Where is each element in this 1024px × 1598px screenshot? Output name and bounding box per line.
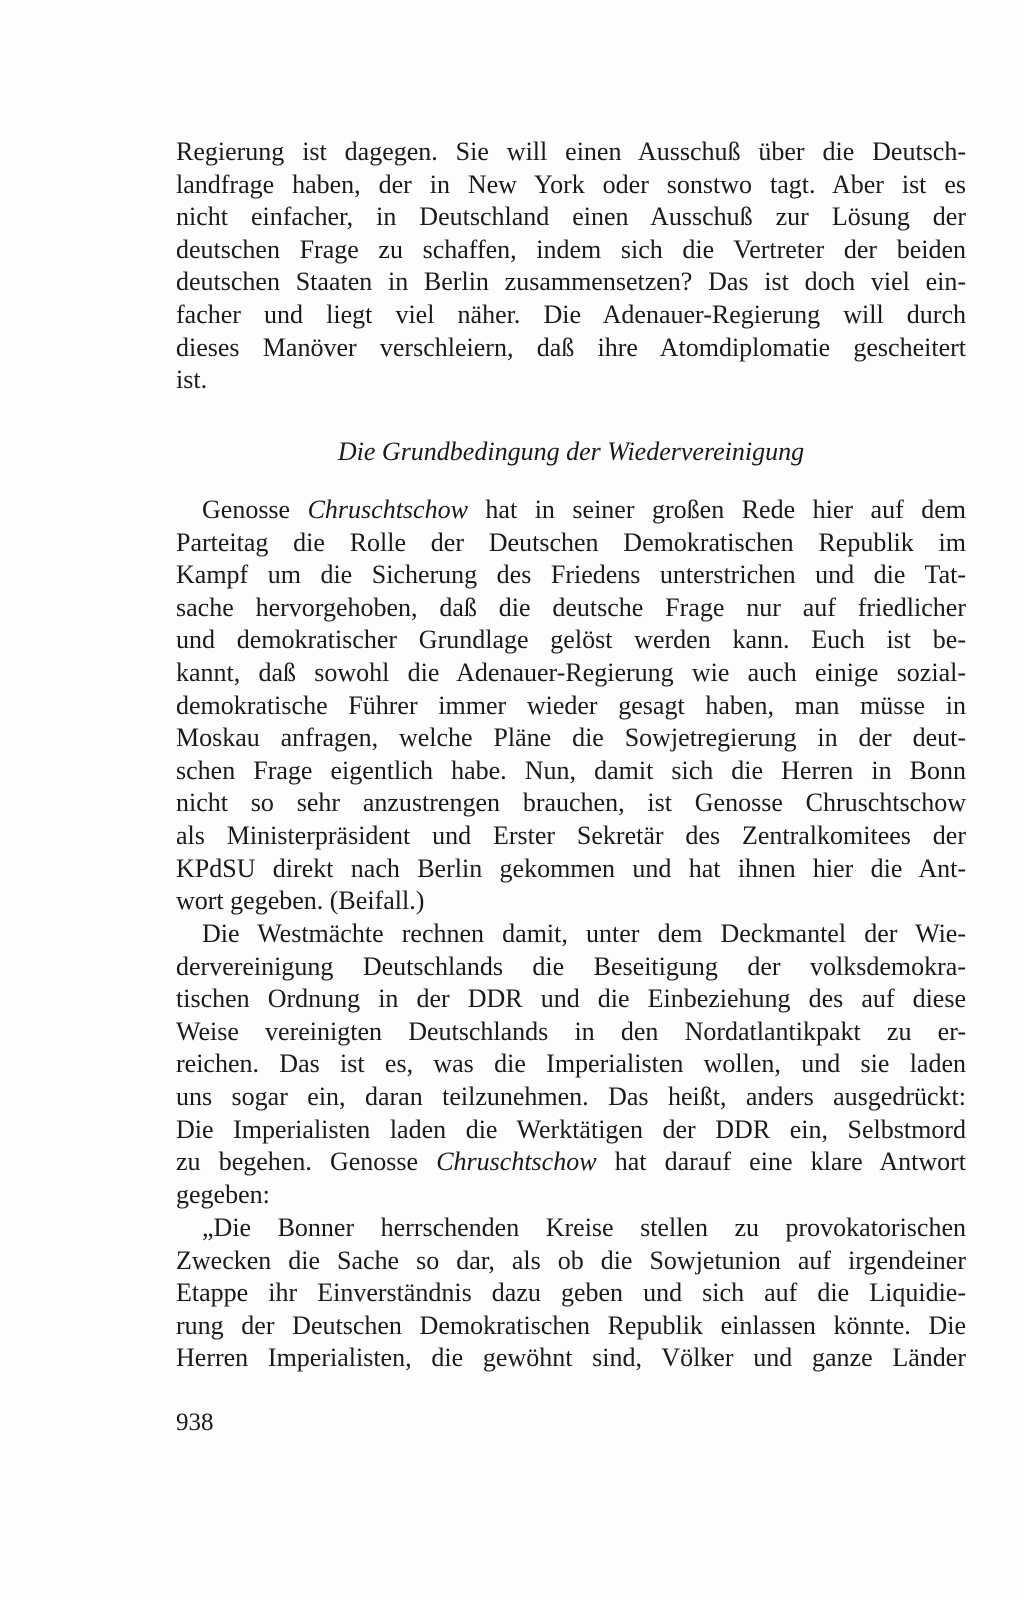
text-line: KPdSU direkt nach Berlin gekommen und hat ihnen hier die Ant- [176,853,966,883]
text-run: hat in seiner großen Rede hier auf dem [467,495,966,524]
text-run: Genosse [202,495,308,524]
text-line: demokratische Führer immer wieder gesagt haben, man müsse in [176,690,966,720]
text-line: tischen Ordnung in der DDR und die Einbeziehung des auf diese [176,984,966,1014]
text-line: „Die Bonner herrschenden Kreise stellen zu provokatorischen [202,1213,966,1242]
text-line: dervereinigung Deutschlands die Beseitigung der volksdemokra- [176,951,966,981]
text-line: Parteitag die Rolle der Deutschen Demokratischen Republik im [176,527,966,557]
text-line [176,1146,966,1179]
text-line: Zwecken die Sache so dar, als ob die Sowjetunion auf irgendeiner [176,1245,966,1275]
text-line: kannt, daß sowohl die Adenauer-Regierung wie auch einige sozial- [176,657,966,687]
paragraph-block-3 [176,918,966,1211]
text-line: dieses Manöver verschleiern, daß ihre Atomdiplomatie gescheitert [176,332,966,362]
page-number: 938 [176,1409,214,1436]
text-line [176,494,966,527]
text-line: Weise vereinigten Deutschlands in den Nordatlantikpakt zu er- [176,1016,966,1046]
section-heading: Die Grundbedingung der Wiedervereinigung [337,437,805,466]
paragraph-2 [176,494,966,918]
text-line: Die Imperialisten laden die Werktätigen der DDR ein, Selbstmord [176,1114,966,1144]
text-line: uns sogar ein, daran teilzunehmen. Das heißt, anders ausgedrückt: [176,1081,966,1111]
paragraph-block-2 [176,494,966,918]
paragraph-3 [176,918,966,1211]
text-line: rung der Deutschen Demokratischen Republik einlassen könnte. Die [176,1310,966,1340]
text-line: ist. [176,365,208,395]
text-line: als Ministerpräsident und Erster Sekretär des Zentralkomitees der [176,820,966,850]
text-line: reichen. Das ist es, was die Imperialisten wollen, und sie laden [176,1049,966,1079]
paragraph-1 [176,136,966,397]
emphasized-name: Chruschtschow [307,495,468,524]
paragraph-block-4 [176,1212,966,1375]
paragraph-4-quote [176,1212,966,1375]
emphasized-name: Chruschtschow [436,1147,597,1177]
text-line: Regierung ist dagegen. Sie will einen Ausschuß über die Deutsch- [176,137,966,166]
text-run: hat darauf eine klare Antwort [596,1147,966,1177]
text-run: zu begehen. Genosse [176,1147,437,1177]
text-line: nicht einfacher, in Deutschland einen Ausschuß zur Lösung der [176,202,966,232]
text-line: nicht so sehr anzustrengen brauchen, ist Genosse Chruschtschow [176,788,966,818]
text-line: Etappe ihr Einverständnis dazu geben und sich auf die Liquidie- [176,1278,966,1308]
text-line: sache hervorgehoben, daß die deutsche Frage nur auf friedlicher [176,592,966,622]
text-line: schen Frage eigentlich habe. Nun, damit sich die Herren in Bonn [176,755,966,785]
text-line: deutschen Staaten in Berlin zusammensetzen? Das ist doch viel ein- [176,267,966,297]
text-line: wort gegeben. (Beifall.) [176,886,425,916]
text-line: Die Westmächte rechnen damit, unter dem Deckmantel der Wie- [202,919,966,948]
text-line: und demokratischer Grundlage gelöst werden kann. Euch ist be- [176,625,966,655]
paragraph-continuation [176,136,966,397]
text-line: gegeben: [176,1179,270,1209]
text-line: Herren Imperialisten, die gewöhnt sind, Völker und ganze Länder [176,1343,966,1373]
text-line: facher und liegt viel näher. Die Adenauer-Regierung will durch [176,299,966,329]
text-line: Moskau anfragen, welche Pläne die Sowjetregierung in der deut- [176,723,966,753]
text-line: deutschen Frage zu schaffen, indem sich die Vertreter der beiden [176,234,966,264]
text-line: Kampf um die Sicherung des Friedens unterstrichen und die Tat- [176,560,966,590]
text-line: landfrage haben, der in New York oder sonstwo tagt. Aber ist es [176,169,966,199]
